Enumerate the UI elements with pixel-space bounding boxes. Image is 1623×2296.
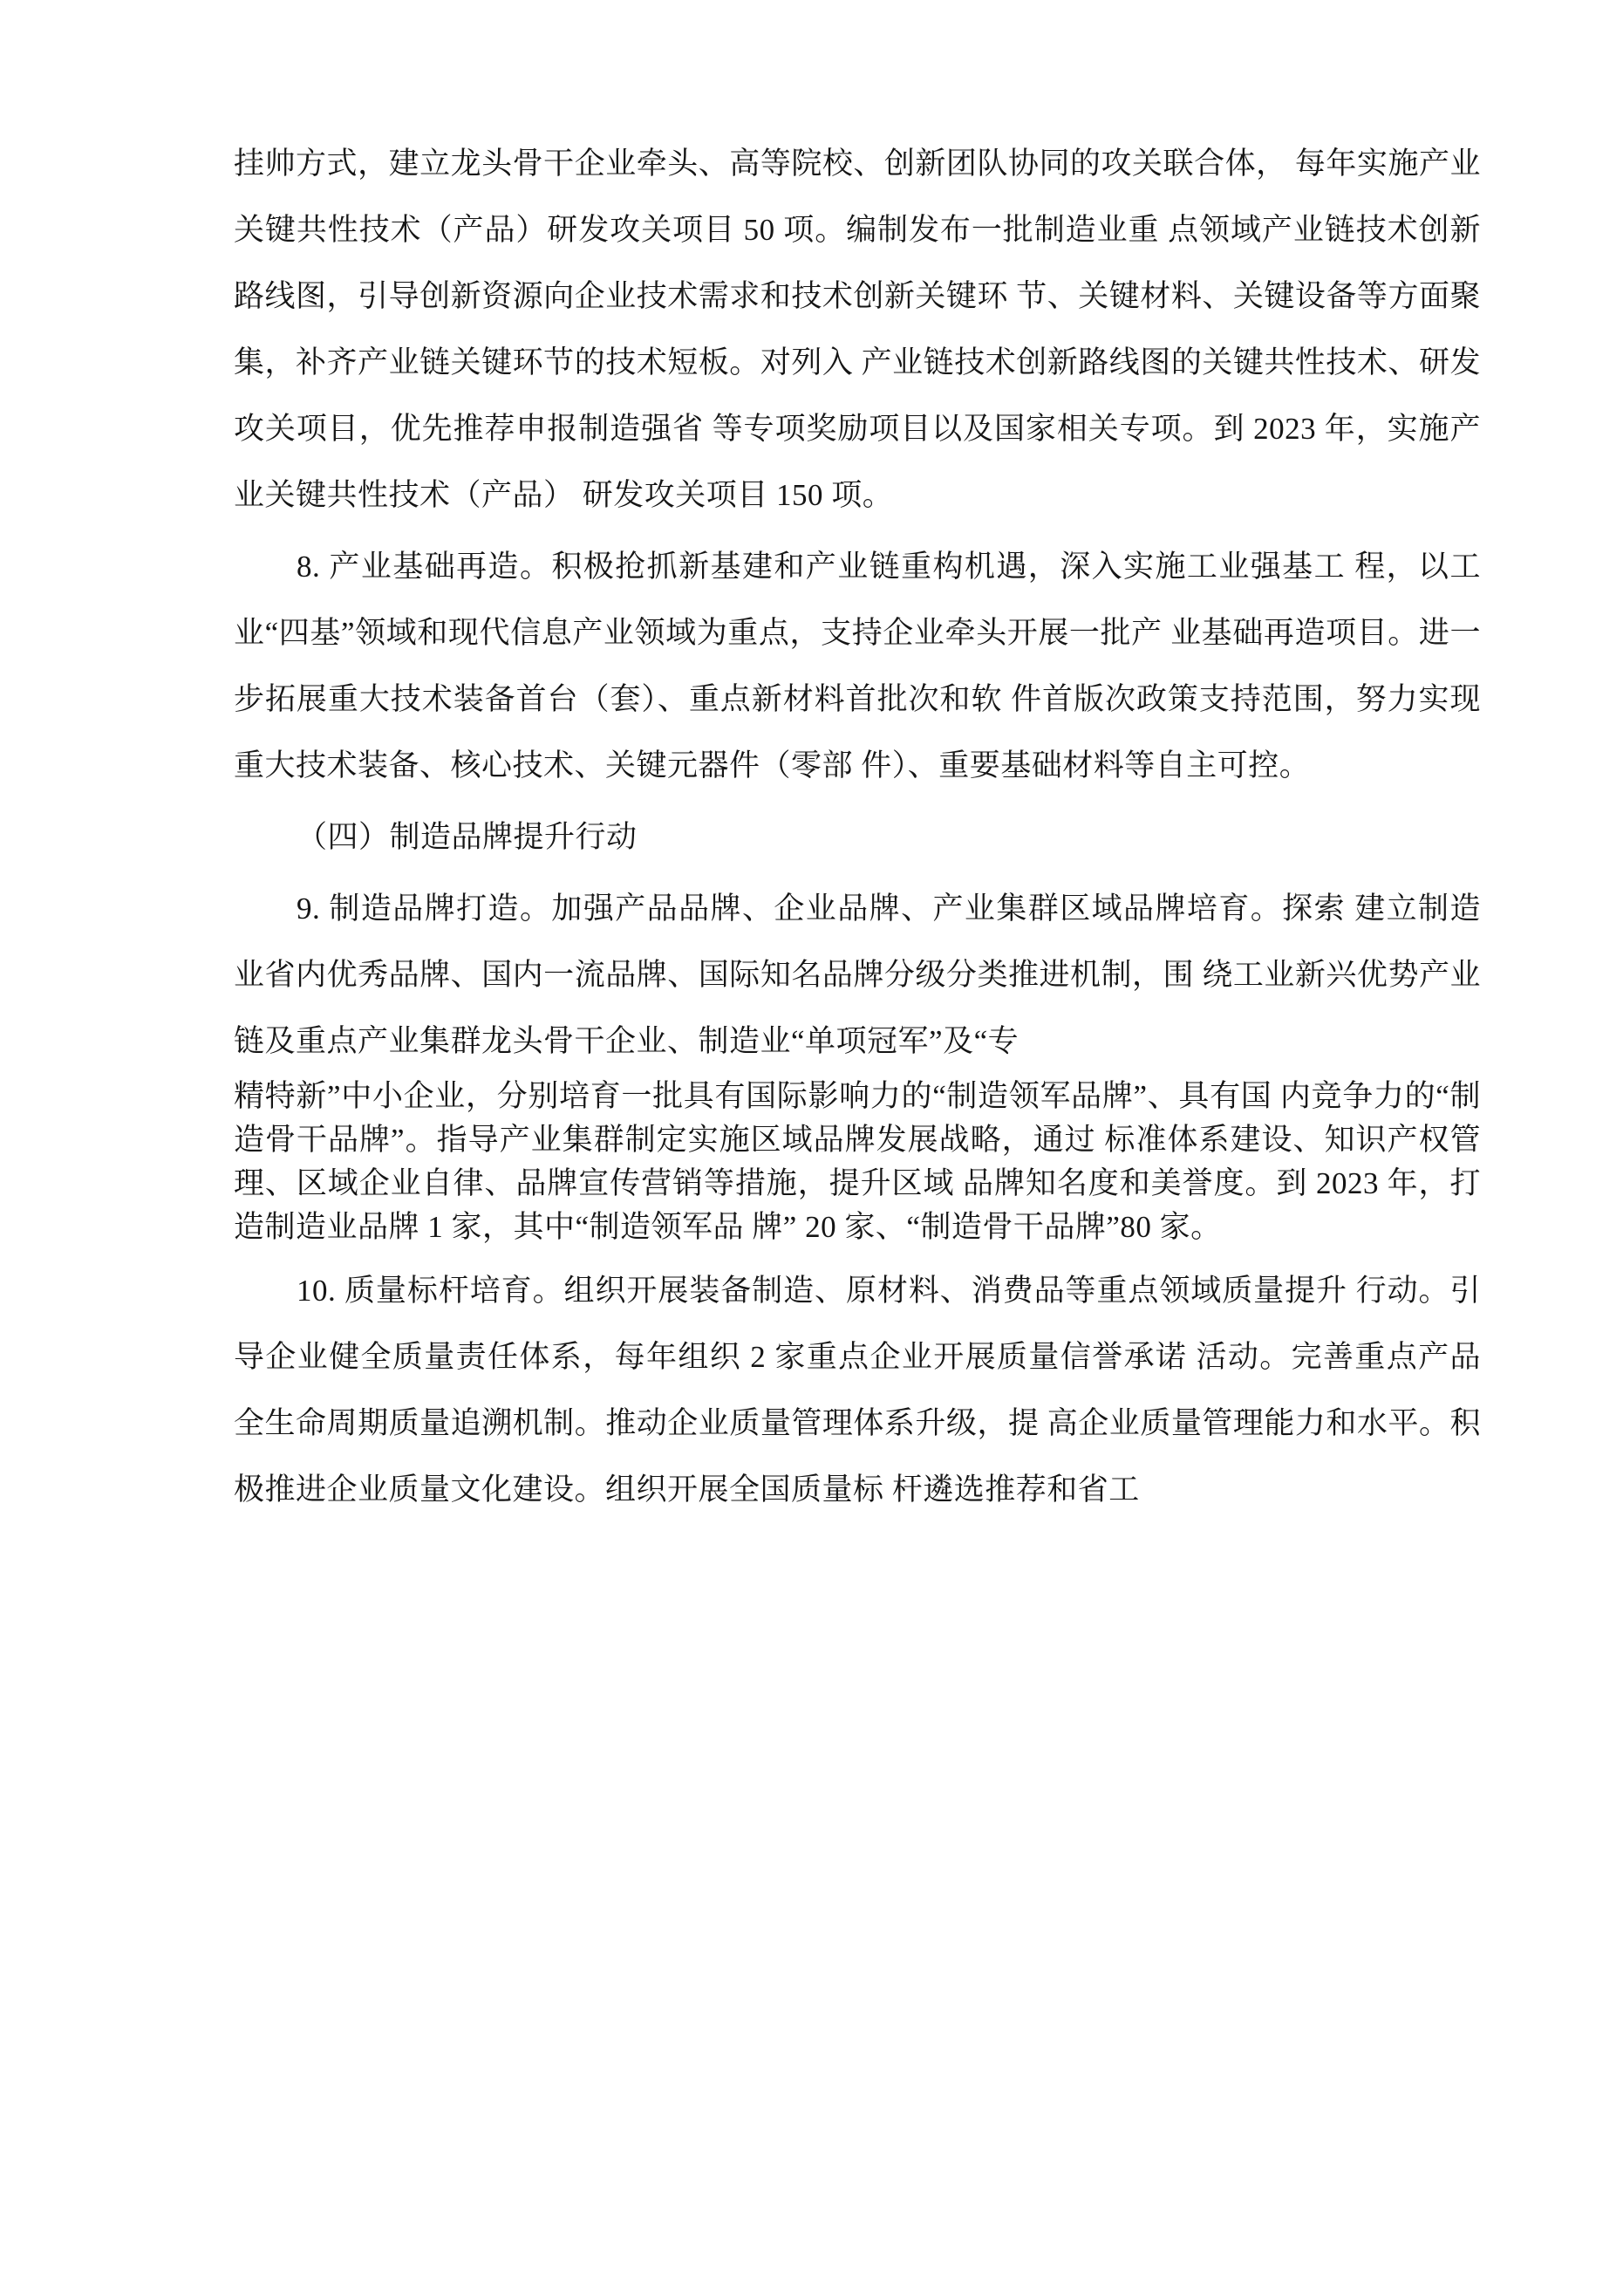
section-heading-four: （四）制造品牌提升行动 xyxy=(297,820,638,854)
paragraph-spacer xyxy=(234,1249,1481,1258)
paragraph-continued: 挂帅方式，建立龙头骨干企业牵头、高等院校、创新团队协同的攻关联合体， 每年实施产业关键共性技术（产品）研发攻关项目 50 项。编制发布一批制造业重 点领域产业链技术创新路线图，引导创新资源向企业技术需求和技术创新关键环 节、关键材料、关键设备等方面聚集，补齐产业链关键环节的技术短板。对列入 产业链技术创新路线图的关键共性技术、研发攻关项目，优先推荐申报制造强省 等专项奖励项目以及国家相关专项。到 2023 年，实施产业关键共性技术（产品） 研发攻关项目 150 项。 xyxy=(234,147,1481,512)
paragraph-item-9-continued: 精特新”中小企业，分别培育一批具有国际影响力的“制造领军品牌”、具有国 内竞争力的“制造骨干品牌”。指导产业集群制定实施区域品牌发展战略，通过 标准体系建设、知识产权管理、区域企业自律、品牌宣传营销等措施，提升区域 品牌知名度和美誉度。到 2023 年，打造制造业品牌 1 家，其中“制造领军品 牌” 20 家、“制造骨干品牌”80 家。 xyxy=(234,1079,1481,1244)
paragraph-item-9: 9. 制造品牌打造。加强产品品牌、企业品牌、产业集群区域品牌培育。探索 建立制造业省内优秀品牌、国内一流品牌、国际知名品牌分级分类推进机制，围 绕工业新兴优势产业链及重点产业集群龙头骨干企业、制造业“单项冠军”及“专 xyxy=(234,892,1481,1058)
paragraph-item-8: 8. 产业基础再造。积极抢抓新基建和产业链重构机遇，深入实施工业强基工 程，以工业“四基”领域和现代信息产业领域为重点，支持企业牵头开展一批产 业基础再造项目。进一步拓展重大技术装备首台（套）、重点新材料首批次和软 件首版次政策支持范围，努力实现重大技术装备、核心技术、关键元器件（零部 件）、重要基础材料等自主可控。 xyxy=(234,550,1481,782)
document-body xyxy=(234,131,1481,1523)
paragraph-item-10: 10. 质量标杆培育。组织开展装备制造、原材料、消费品等重点领域质量提升 行动。引导企业健全质量责任体系，每年组织 2 家重点企业开展质量信誉承诺 活动。完善重点产品全生命周期质量追溯机制。推动企业质量管理体系升级，提 高企业质量管理能力和水平。积极推进企业质量文化建设。组织开展全国质量标 杆遴选推荐和省工 xyxy=(234,1274,1481,1507)
